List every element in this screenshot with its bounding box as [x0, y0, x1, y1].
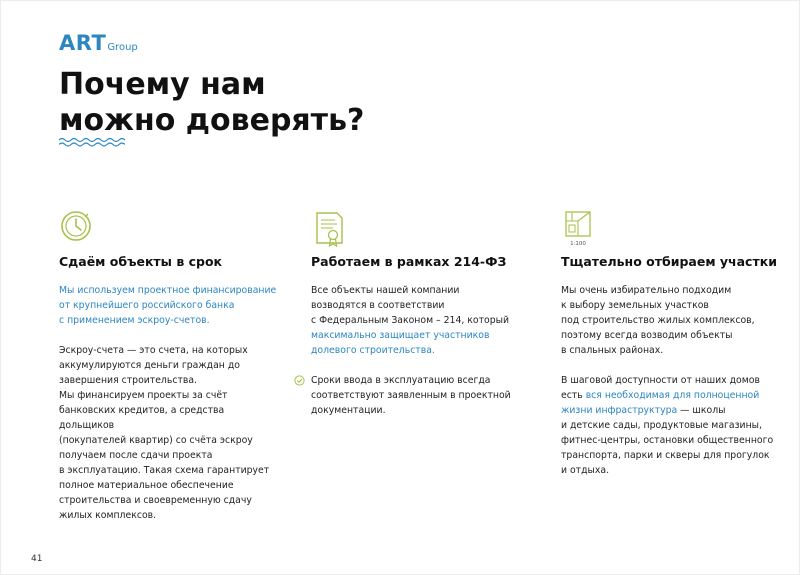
clock-icon: [59, 209, 99, 249]
brand-logo-main: ART: [59, 31, 107, 55]
text-line: строительства и своевременную сдачу: [59, 495, 252, 506]
feature-text: [59, 283, 279, 523]
text-line: Мы используем проектное финансирование: [59, 285, 277, 296]
text-fragment: есть: [561, 390, 586, 401]
brand-logo-sub: Group: [107, 42, 138, 53]
feature-text: [561, 283, 781, 478]
site-plan-icon: [561, 209, 601, 249]
check-circle-icon: [294, 375, 305, 386]
text-fragment-highlight: вся необходимая для полноценной: [585, 390, 760, 401]
brand-logo: [59, 31, 138, 55]
feature-text: [311, 283, 531, 418]
text-line: фитнес-центры, остановки общественного: [561, 435, 774, 446]
text-line: полное материальное обеспечение: [59, 480, 234, 491]
text-line: соответствуют заявленным в проектной: [311, 390, 511, 401]
text-line: возводятся в соответствии: [311, 300, 445, 311]
text-line: Эскроу-счета — это счета, на которых: [59, 345, 248, 356]
text-line: В шаговой доступности от наших домов: [561, 375, 760, 386]
text-line-mixed: [561, 388, 781, 403]
page-title: [59, 67, 479, 139]
text-line: (покупателей квартир) со счёта эскроу: [59, 435, 253, 446]
text-line: жилых комплексов.: [59, 510, 157, 521]
page-number: 41: [31, 554, 43, 564]
text-line: долевого строительства.: [311, 345, 435, 356]
text-line: завершения строительства.: [59, 375, 198, 386]
text-line: Сроки ввода в эксплуатацию всегда: [311, 375, 491, 386]
text-line: максимально защищает участников: [311, 330, 490, 341]
text-line: и детские сады, продуктовые магазины,: [561, 420, 762, 431]
page-title-line-1: Почему нам: [59, 67, 266, 102]
text-line: получаем после сдачи проекта: [59, 450, 213, 461]
feature-heading: Тщательно отбираем участки: [561, 254, 777, 269]
text-line: Мы финансируем проекты за счёт: [59, 390, 228, 401]
text-line: в спальных районах.: [561, 345, 664, 356]
text-line: аккумулируются деньги граждан до: [59, 360, 240, 371]
feature-heading: Работаем в рамках 214-ФЗ: [311, 254, 507, 269]
feature-heading: Сдаём объекты в срок: [59, 254, 223, 269]
text-fragment: — школы: [677, 405, 726, 416]
text-line: в эксплуатацию. Такая схема гарантирует: [59, 465, 270, 476]
text-line: к выбору земельных участков: [561, 300, 709, 311]
text-line: с Федеральным Законом – 214, который: [311, 315, 509, 326]
feature-column-land-plots: [561, 209, 781, 476]
text-line: и отдыха.: [561, 465, 610, 476]
text-line-mixed: [561, 403, 781, 418]
text-line: под строительство жилых комплексов,: [561, 315, 755, 326]
text-line: с применением эскроу-счетов.: [59, 315, 210, 326]
checklist-item: [311, 373, 531, 418]
wave-decoration: [59, 137, 125, 147]
text-line: Мы очень избирательно подходим: [561, 285, 732, 296]
page-title-line-2: можно доверять?: [59, 103, 365, 138]
text-line: от крупнейшего российского банка: [59, 300, 235, 311]
text-line: поэтому всегда возводим объекты: [561, 330, 733, 341]
text-fragment-highlight: жизни инфраструктура: [561, 405, 678, 416]
text-line: документации.: [311, 405, 386, 416]
feature-column-law-214: [311, 209, 531, 416]
text-line: банковских кредитов, а средства дольщиков: [59, 405, 225, 431]
text-line: Все объекты нашей компании: [311, 285, 460, 296]
scale-label: 1:100: [570, 241, 586, 247]
feature-column-deadlines: [59, 209, 279, 521]
text-line: транспорта, парки и скверы для прогулок: [561, 450, 770, 461]
certificate-icon: [311, 209, 351, 249]
